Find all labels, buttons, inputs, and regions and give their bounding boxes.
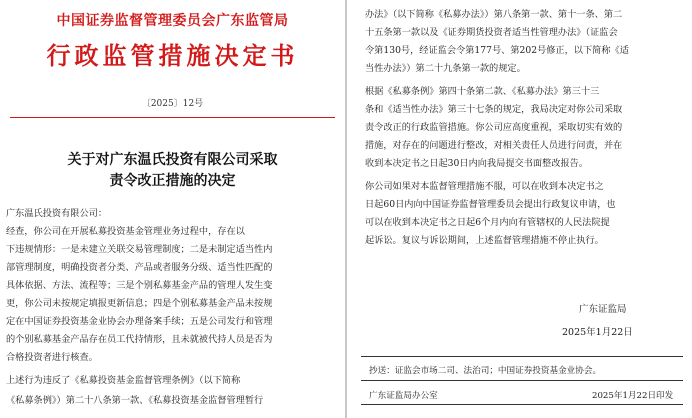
left-page	[0, 0, 345, 418]
body-line: 的个别私募基金产品存在员工代持情形，且未就被代持人员是否为	[6, 334, 273, 345]
body-line: 合格投资者进行核查。	[6, 352, 98, 363]
footer-bottom-rule	[361, 404, 683, 405]
signature-organization: 广东证监局	[579, 304, 627, 315]
document-title-line: 关于对广东温氏投资有限公司采取	[67, 152, 278, 168]
document-number: 〔2025〕12号	[141, 99, 204, 109]
body-line: 令第130号，经证监会令第177号、第202号修正，以下简称《适	[365, 45, 629, 56]
body-line: 可以在收到本决定书之日起6个月内向有管辖权的人民法院提	[365, 217, 610, 228]
document-type-heading: 行政监管措施决定书	[46, 41, 299, 70]
cc-recipients: 抄送：证监会市场二司、法治司；中国证券投资基金业协会。	[369, 366, 602, 376]
body-line: 措施，对存在的问题进行整改，对相关责任人员进行问责，并在	[365, 140, 623, 151]
cc-bottom-rule	[361, 380, 683, 381]
issuing-office: 广东证监局办公室	[369, 391, 438, 401]
body-line: 根据《私募条例》第四十条第二款、《私募办法》第三十三	[365, 86, 600, 97]
body-line: 上述行为违反了《私募投资基金监督管理条例》（以下简称	[6, 375, 241, 386]
body-line: 下违规情形：一是未建立关联交易管理制度；二是未制定适当性内	[6, 244, 273, 255]
document-title-line: 责令改正措施的决定	[109, 173, 236, 189]
body-line: 更，你公司未按规定填报更新信息；四是个别私募基金产品未按规	[6, 298, 273, 309]
red-separator-line	[10, 117, 335, 118]
body-line: 十五条第一款以及《证券期货投资者适当性管理办法》（证监会	[365, 27, 618, 38]
addressee-line: 广东温氏投资有限公司：	[6, 208, 108, 219]
body-line: 收到本决定书之日起30日内向我局提交书面整改报告。	[365, 158, 589, 169]
body-line: 条和《适当性办法》第三十七条的规定，我局决定对你公司采取	[365, 104, 623, 115]
print-date: 2025年1月22日印发	[592, 391, 674, 401]
issuing-authority-header: 中国证券监督管理委员会广东监管局	[56, 13, 289, 29]
body-line: 起诉讼。复议与诉讼期间，上述监督管理措施不停止执行。	[365, 235, 604, 246]
body-line: 经查，你公司在开展私募投资基金管理业务过程中，存在以	[6, 226, 245, 237]
cc-top-rule	[361, 356, 683, 357]
right-page	[347, 0, 692, 418]
body-line: 《私募条例》）第二十八条第一款、《私募投资基金监督管理暂行	[6, 395, 264, 406]
body-line: 部管理制度，明确投资者分类、产品或者服务分级、适当性匹配的	[6, 262, 273, 273]
body-line: 你公司如果对本监督管理措施不服，可以在收到本决定书之	[365, 181, 604, 192]
body-line: 当性办法》）第二十九条第一款的规定。	[365, 63, 526, 74]
body-line: 责令改正的行政监管措施。你公司应高度重视，采取切实有效的	[365, 122, 623, 133]
body-line: 定在中国证券投资基金业协会办理备案手续；五是公司发行和管理	[6, 316, 273, 327]
signature-date: 2025年1月22日	[562, 327, 633, 338]
body-line: 办法》（以下简称《私募办法》）第八条第一款、第十一条、第二	[365, 9, 623, 20]
body-line: 日起60日内向中国证券监督管理委员会提出行政复议申请，也	[365, 199, 616, 210]
document-title	[0, 150, 345, 192]
body-line: 具体依据、方法、流程等；三是个别私募基金产品的管理人发生变	[6, 280, 273, 291]
